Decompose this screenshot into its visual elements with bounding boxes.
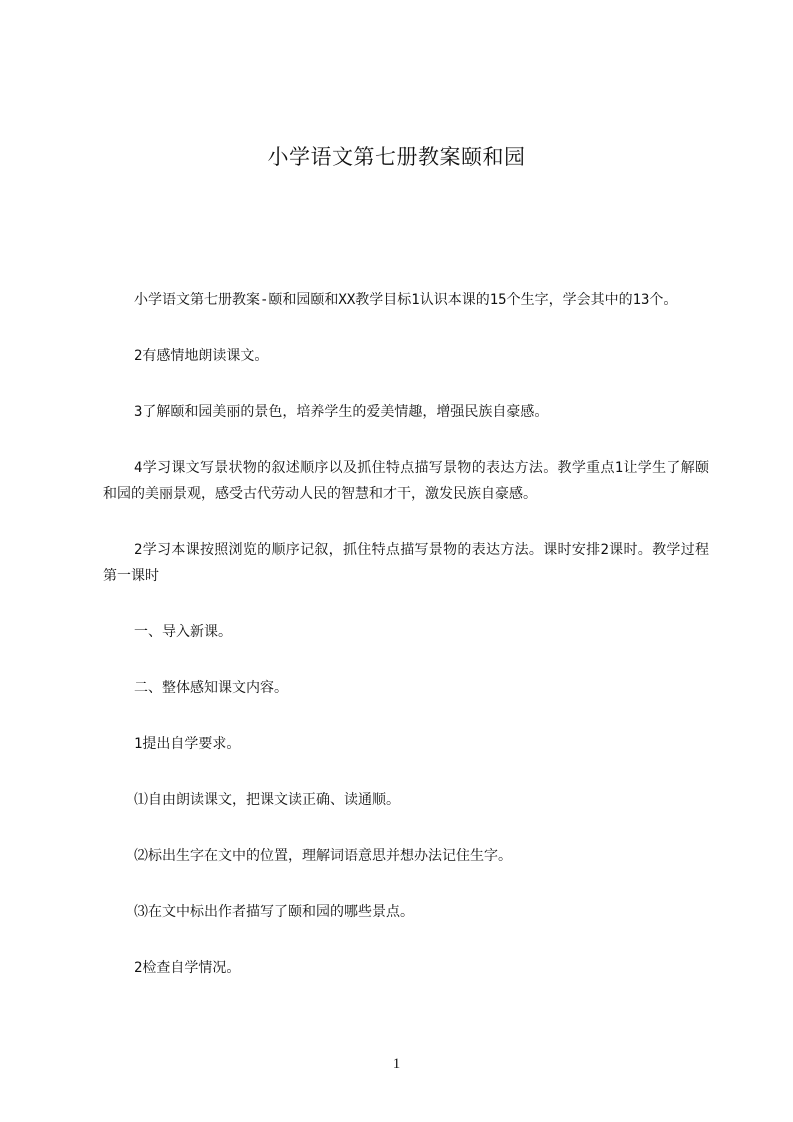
paragraph-requirement-2: ⑵标出生字在文中的位置，理解词语意思并想办法记住生字。 [134, 848, 512, 864]
paragraph-objectives-4: 4学习课文写景状物的叙述顺序以及抓住特点描写景物的表达方法。教学重点1让学生了解颐和园的美丽景观，感受古代劳动人民的智慧和才干，激发民族自豪感。 [103, 460, 709, 502]
paragraph-objectives-3: 3了解颐和园美丽的景色，培养学生的爱美情趣，增强民族自豪感。 [134, 404, 549, 420]
paragraph-key-point-2: 2学习本课按照浏览的顺序记叙，抓住特点描写景物的表达方法。课时安排2课时。教学过程第一课时 [103, 542, 709, 584]
paragraph-objectives-2: 2有感情地朗读课文。 [134, 348, 269, 364]
document-title: 小学语文第七册教案颐和园 [267, 145, 526, 169]
paragraph-requirement-3: ⑶在文中标出作者描写了颐和园的哪些景点。 [134, 904, 414, 920]
paragraph-objectives-1: 小学语文第七册教案-颐和园颐和XX教学目标1认识本课的15个生字，学会其中的13个。 [134, 292, 678, 308]
paragraph-step-1: 一、导入新课。 [134, 624, 232, 640]
page-number: 1 [392, 1056, 401, 1072]
paragraph-check: 2检查自学情况。 [134, 960, 241, 976]
paragraph-step-2: 二、整体感知课文内容。 [134, 680, 288, 696]
paragraph-requirement-1: ⑴自由朗读课文，把课文读正确、读通顺。 [134, 792, 400, 808]
paragraph-self-study: 1提出自学要求。 [134, 736, 241, 752]
document-body [103, 287, 709, 1011]
